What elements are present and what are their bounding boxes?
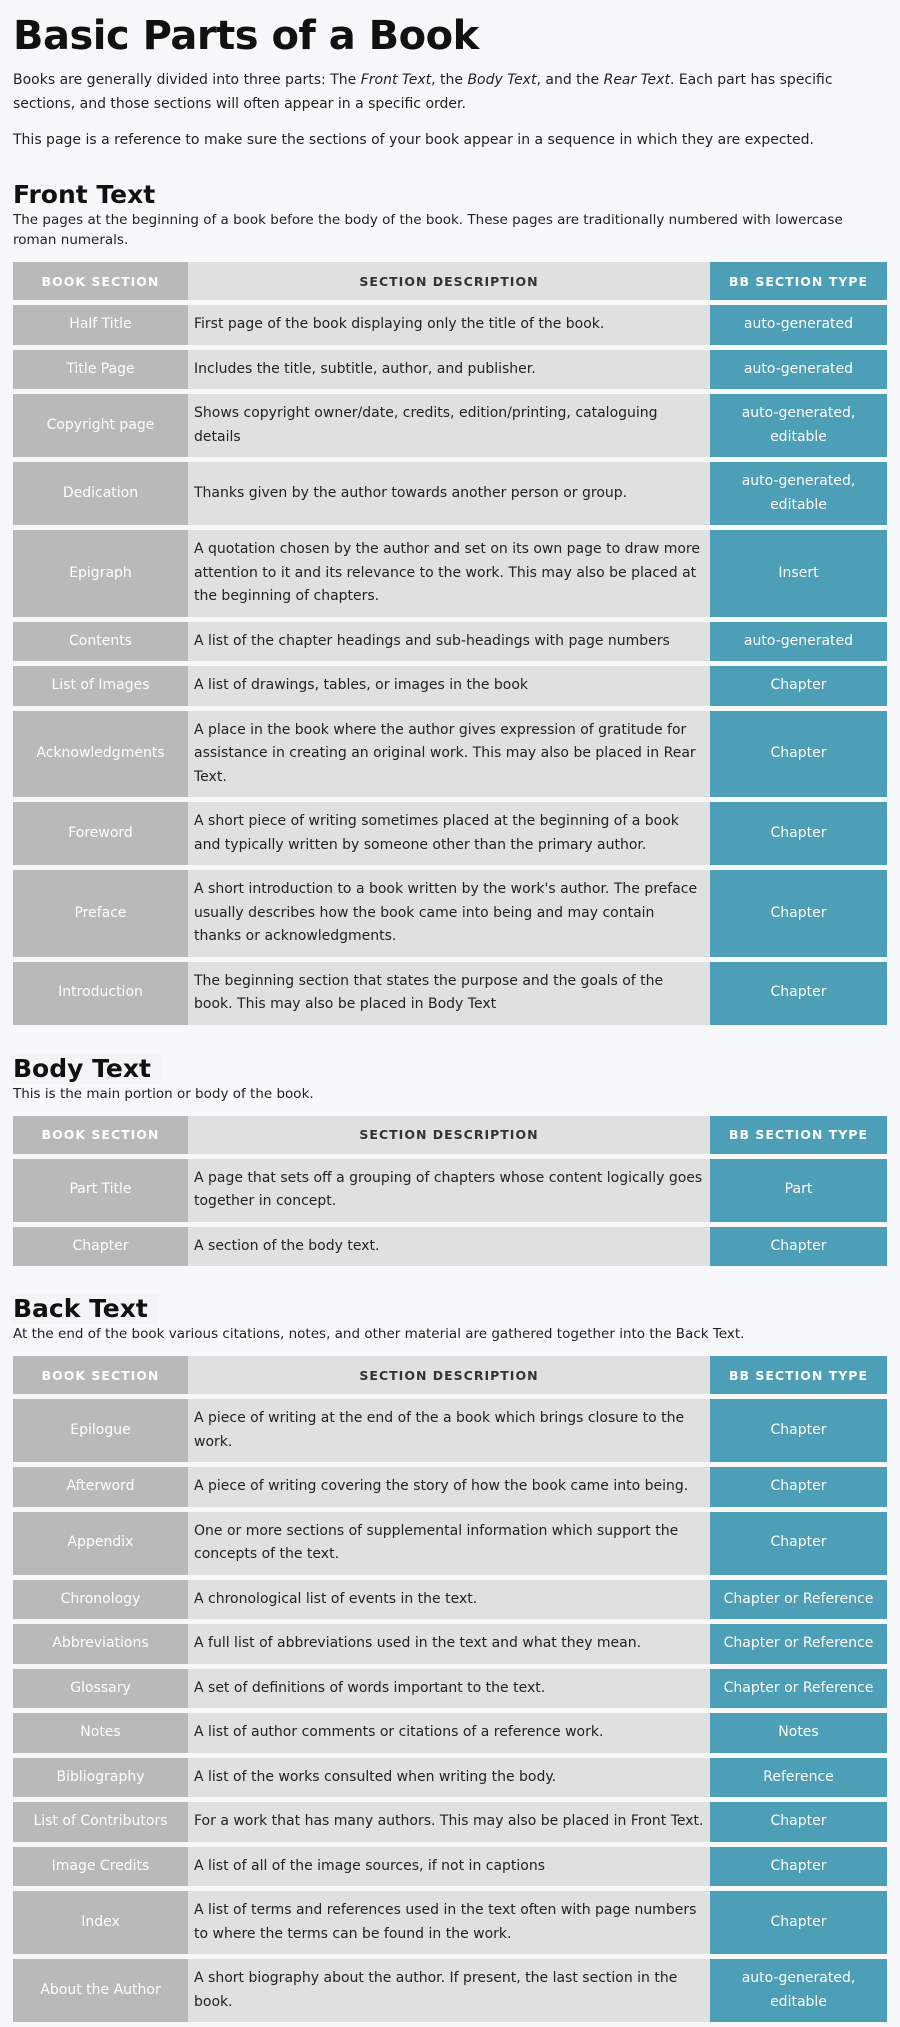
body-text-table — [13, 1111, 887, 1272]
section-description-cell: Thanks given by the author towards another person or group. — [188, 462, 710, 525]
section-description-cell: First page of the book displaying only the title of the book. — [188, 305, 710, 345]
table-row — [13, 1891, 887, 1954]
section-description-cell: One or more sections of supplemental information which support the concepts of the text. — [188, 1512, 710, 1575]
book-section-cell: Afterword — [13, 1467, 188, 1507]
bb-section-type-cell: auto-generated — [710, 350, 887, 390]
book-section-cell: Glossary — [13, 1669, 188, 1709]
book-section-cell: Notes — [13, 1713, 188, 1753]
book-section-cell: Introduction — [13, 962, 188, 1025]
book-section-cell: Abbreviations — [13, 1624, 188, 1664]
bb-section-type-cell: auto-generated — [710, 305, 887, 345]
book-section-cell: Bibliography — [13, 1758, 188, 1798]
section-description-cell: The beginning section that states the purpose and the goals of the book. This may also be placed in Body Text — [188, 962, 710, 1025]
bb-section-type-cell: Chapter — [710, 1399, 887, 1462]
section-description-cell: A list of the works consulted when writing the body. — [188, 1758, 710, 1798]
book-section-cell: Epilogue — [13, 1399, 188, 1462]
book-section-cell: Appendix — [13, 1512, 188, 1575]
table-row — [13, 462, 887, 525]
table-row — [13, 350, 887, 390]
book-section-cell: List of Images — [13, 666, 188, 706]
back-rows — [13, 1399, 887, 2022]
bb-section-type-cell: Chapter — [710, 1512, 887, 1575]
section-description-cell: A section of the body text. — [188, 1227, 710, 1267]
bb-section-type-cell: Chapter — [710, 1227, 887, 1267]
intro-text-2: , the — [431, 72, 468, 88]
bb-section-type-header: BB SECTION TYPE — [710, 1356, 887, 1394]
bb-section-type-cell: Reference — [710, 1758, 887, 1798]
table-row — [13, 802, 887, 865]
intro-body-text: Body Text — [467, 72, 537, 88]
table-header-row — [13, 262, 887, 300]
book-section-cell: Chronology — [13, 1580, 188, 1620]
table-row — [13, 1669, 887, 1709]
book-section-cell: Epigraph — [13, 530, 188, 617]
body-text-heading: Body Text — [13, 1054, 161, 1084]
book-section-header: BOOK SECTION — [13, 1116, 188, 1154]
section-description-cell: A list of terms and references used in the text often with page numbers to where the terms can be found in the work. — [188, 1891, 710, 1954]
back-text-heading: Back Text — [13, 1294, 158, 1324]
section-description-cell: A short introduction to a book written by the work's author. The preface usually describes how the book came into being and may contain thanks or acknowledgments. — [188, 870, 710, 957]
intro-reference-paragraph: This page is a reference to make sure the sections of your book appear in a sequence in which they are expected. — [13, 132, 814, 148]
section-description-cell: A piece of writing at the end of the a book which brings closure to the work. — [188, 1399, 710, 1462]
body-rows — [13, 1159, 887, 1267]
book-section-cell: Dedication — [13, 462, 188, 525]
back-text-description: At the end of the book various citations, notes, and other material are gathered together into the Back Text. — [13, 1326, 745, 1342]
intro-text-3: , and the — [536, 72, 604, 88]
table-row — [13, 870, 887, 957]
bb-section-type-cell: Notes — [710, 1713, 887, 1753]
back-text-table — [13, 1351, 887, 2027]
table-header-row — [13, 1356, 887, 1394]
bb-section-type-cell: auto-generated, editable — [710, 1959, 887, 2022]
book-section-cell: Chapter — [13, 1227, 188, 1267]
book-section-cell: About the Author — [13, 1959, 188, 2022]
table-row — [13, 1758, 887, 1798]
bb-section-type-header: BB SECTION TYPE — [710, 262, 887, 300]
front-text-section — [13, 152, 887, 1030]
book-section-header: BOOK SECTION — [13, 262, 188, 300]
front-text-table — [13, 257, 887, 1030]
bb-section-type-cell: Chapter or Reference — [710, 1580, 887, 1620]
section-description-cell: Shows copyright owner/date, credits, edition/printing, cataloguing details — [188, 394, 710, 457]
book-section-cell: Part Title — [13, 1159, 188, 1222]
bb-section-type-cell: Chapter — [710, 962, 887, 1025]
front-text-heading: Front Text — [13, 180, 156, 209]
table-row — [13, 305, 887, 345]
section-description-cell: A page that sets off a grouping of chapters whose content logically goes together in concept. — [188, 1159, 710, 1222]
bb-section-type-cell: Insert — [710, 530, 887, 617]
book-section-cell: Title Page — [13, 350, 188, 390]
section-description-cell: A list of the chapter headings and sub-headings with page numbers — [188, 622, 710, 662]
table-row — [13, 711, 887, 798]
bb-section-type-cell: Chapter or Reference — [710, 1669, 887, 1709]
body-text-section — [13, 1030, 887, 1272]
front-rows — [13, 305, 887, 1025]
table-row — [13, 1399, 887, 1462]
book-section-cell: Image Credits — [13, 1847, 188, 1887]
book-section-cell: Copyright page — [13, 394, 188, 457]
front-text-description: The pages at the beginning of a book before the body of the book. These pages are traditionally numbered with lowercase roman numerals. — [13, 212, 843, 248]
table-row — [13, 1512, 887, 1575]
page-title: Basic Parts of a Book — [13, 13, 479, 59]
intro-front-text: Front Text — [360, 72, 432, 88]
table-row — [13, 1467, 887, 1507]
bb-section-type-cell: Chapter — [710, 1467, 887, 1507]
section-description-header: SECTION DESCRIPTION — [188, 1116, 710, 1154]
bb-section-type-cell: Chapter — [710, 1847, 887, 1887]
section-description-cell: A quotation chosen by the author and set on its own page to draw more attention to it and its relevance to the work. This may also be placed at the beginning of chapters. — [188, 530, 710, 617]
table-row — [13, 622, 887, 662]
table-row — [13, 962, 887, 1025]
section-description-cell: A list of drawings, tables, or images in the book — [188, 666, 710, 706]
section-description-cell: A full list of abbreviations used in the text and what they mean. — [188, 1624, 710, 1664]
bb-section-type-cell: Chapter — [710, 1802, 887, 1842]
table-row — [13, 530, 887, 617]
body-text-description: This is the main portion or body of the book. — [13, 1085, 314, 1102]
table-header-row — [13, 1116, 887, 1154]
section-description-cell: A chronological list of events in the text. — [188, 1580, 710, 1620]
book-section-cell: Acknowledgments — [13, 711, 188, 798]
table-row — [13, 1227, 887, 1267]
back-text-section — [13, 1271, 887, 2027]
bb-section-type-cell: Chapter — [710, 711, 887, 798]
bb-section-type-header: BB SECTION TYPE — [710, 1116, 887, 1154]
bb-section-type-cell: Chapter — [710, 802, 887, 865]
section-description-cell: A list of author comments or citations of a reference work. — [188, 1713, 710, 1753]
section-description-cell: A piece of writing covering the story of how the book came into being. — [188, 1467, 710, 1507]
bb-section-type-cell: Chapter — [710, 870, 887, 957]
book-section-cell: Preface — [13, 870, 188, 957]
intro-text-4: . Each part has specific sections, and those sections will often appear in a specific order. — [13, 72, 833, 112]
bb-section-type-cell: Chapter — [710, 1891, 887, 1954]
book-section-cell: Half Title — [13, 305, 188, 345]
intro-rear-text: Rear Text — [603, 72, 670, 88]
section-description-cell: A short piece of writing sometimes placed at the beginning of a book and typically written by someone other than the primary author. — [188, 802, 710, 865]
bb-section-type-cell: Part — [710, 1159, 887, 1222]
table-row — [13, 1713, 887, 1753]
book-section-header: BOOK SECTION — [13, 1356, 188, 1394]
book-section-cell: Foreword — [13, 802, 188, 865]
intro-paragraph — [13, 68, 887, 116]
section-description-cell: Includes the title, subtitle, author, and publisher. — [188, 350, 710, 390]
table-row — [13, 1624, 887, 1664]
section-description-cell: A short biography about the author. If present, the last section in the book. — [188, 1959, 710, 2022]
section-description-cell: A list of all of the image sources, if not in captions — [188, 1847, 710, 1887]
book-section-cell: Contents — [13, 622, 188, 662]
table-row — [13, 666, 887, 706]
section-description-cell: A set of definitions of words important to the text. — [188, 1669, 710, 1709]
table-row — [13, 1847, 887, 1887]
table-row — [13, 1580, 887, 1620]
table-row — [13, 394, 887, 457]
bb-section-type-cell: auto-generated, editable — [710, 462, 887, 525]
table-row — [13, 1159, 887, 1222]
bb-section-type-cell: Chapter or Reference — [710, 1624, 887, 1664]
section-description-cell: A place in the book where the author gives expression of gratitude for assistance in creating an original work. This may also be placed in Rear Text. — [188, 711, 710, 798]
bb-section-type-cell: auto-generated — [710, 622, 887, 662]
section-description-header: SECTION DESCRIPTION — [188, 1356, 710, 1394]
intro-text-1: Books are generally divided into three parts: The — [13, 72, 361, 88]
table-row — [13, 1802, 887, 1842]
section-description-cell: For a work that has many authors. This may also be placed in Front Text. — [188, 1802, 710, 1842]
bb-section-type-cell: Chapter — [710, 666, 887, 706]
book-section-cell: List of Contributors — [13, 1802, 188, 1842]
table-row — [13, 1959, 887, 2022]
section-description-header: SECTION DESCRIPTION — [188, 262, 710, 300]
bb-section-type-cell: auto-generated, editable — [710, 394, 887, 457]
book-section-cell: Index — [13, 1891, 188, 1954]
